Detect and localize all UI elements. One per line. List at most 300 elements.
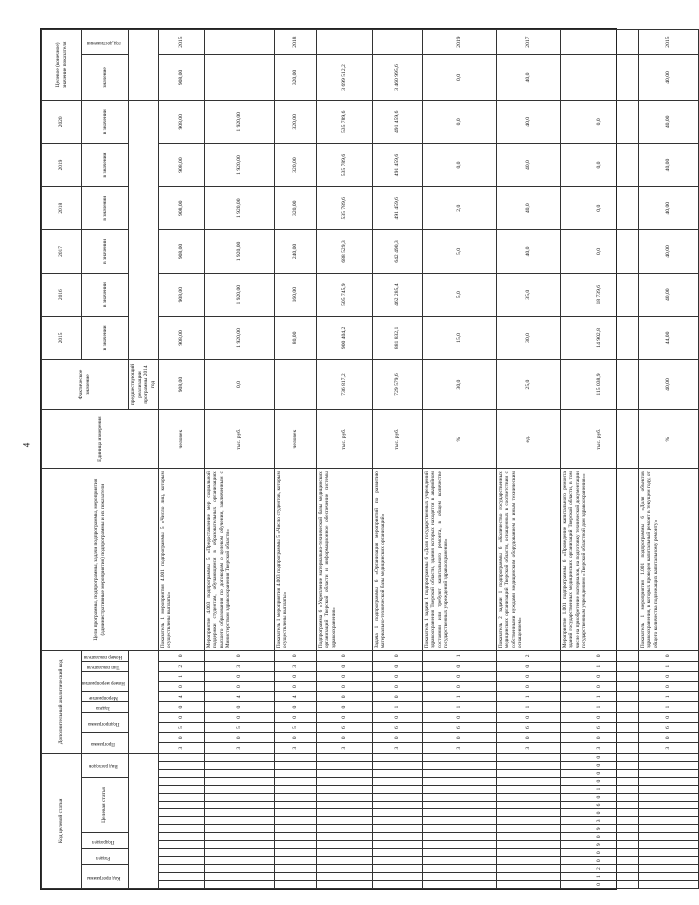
code-digit-cell: 0 — [274, 712, 316, 722]
code-digit-cell — [274, 809, 316, 817]
code-digit-cell: 0 — [316, 712, 372, 722]
code-digit-cell — [496, 865, 560, 873]
code-digit-cell: 1 — [496, 692, 560, 702]
row-value-2015: 908,00 — [158, 316, 204, 359]
code-digit-cell: 0 — [496, 671, 560, 681]
code-digit-cell — [204, 761, 274, 769]
row-unit: тыс. руб. — [316, 410, 372, 469]
row-value-2020: 1 920,00 — [204, 100, 274, 143]
header-year-2017: 2017 — [42, 230, 82, 273]
row-target-year: 2018 — [274, 30, 316, 55]
row-value-2019: 320,00 — [274, 143, 316, 186]
row-target-value: 0,0 — [422, 55, 496, 100]
row-value-2020: 0,0 — [560, 100, 638, 143]
row-value-2019: 908,00 — [158, 143, 204, 186]
code-digit-cell — [638, 801, 698, 809]
row-value-2019: 0,0 — [560, 143, 638, 186]
row-value-2016: 462 285,4 — [372, 273, 422, 316]
code-digit-cell — [372, 785, 422, 793]
row-actual-2014: 0,0 — [204, 360, 274, 410]
row-actual-2014: 30,0 — [422, 360, 496, 410]
code-digit-cell: 1 — [560, 692, 638, 702]
row-value-2017: 908,00 — [158, 230, 204, 273]
code-digit-cell: 2 — [496, 651, 560, 661]
row-description: Задача 1 подпрограммы 6 «Организация мероприятий по развитию материально-технической базы медицинских организаций» — [372, 469, 422, 651]
code-digit-cell: 9 — [560, 841, 638, 849]
code-digit-cell: 1 — [638, 692, 698, 702]
rotated-table-stage — [41, 29, 671, 889]
code-digit-cell — [638, 777, 698, 785]
code-digit-cell: 0 — [204, 702, 274, 712]
row-value-2017: 40,0 — [496, 230, 560, 273]
code-digit-cell: 0 — [204, 651, 274, 661]
code-digit-cell — [372, 825, 422, 833]
code-digit-cell: 3 — [372, 743, 422, 753]
code-digit-cell: 6 — [638, 722, 698, 732]
code-digit-cell — [372, 809, 422, 817]
code-digit-cell — [274, 873, 316, 881]
code-digit-cell: 0 — [422, 712, 496, 722]
code-digit-cell: 6 — [316, 722, 372, 732]
row-unit: человек — [158, 410, 204, 469]
row-value-2018: 0,0 — [560, 187, 638, 230]
row-target-value — [560, 55, 638, 100]
code-digit-cell — [204, 809, 274, 817]
row-value-2018: 491 459,6 — [372, 187, 422, 230]
code-digit-cell — [158, 809, 204, 817]
header-indicator-type: Тип показателя — [87, 664, 120, 670]
code-digit-cell — [274, 777, 316, 785]
code-digit-cell — [204, 825, 274, 833]
code-digit-cell: 0 — [496, 712, 560, 722]
header-goals-text: Цели программы, подпрограммы, задачи подпрограммы, мероприятия (административные мероприятия) подпрограммы и их показатели — [42, 469, 159, 651]
code-digit-cell — [204, 881, 274, 889]
code-digit-cell — [158, 865, 204, 873]
header-in-value-2017: в значении — [82, 230, 129, 273]
code-digit-cell: 4 — [158, 692, 204, 702]
code-digit-cell — [496, 793, 560, 801]
row-target-value: 40,0 — [496, 55, 560, 100]
code-digit-cell: 0 — [204, 733, 274, 743]
row-value-2015: 881 832,1 — [372, 316, 422, 359]
row-unit: ед. — [496, 410, 560, 469]
code-digit-cell: 5 — [274, 722, 316, 732]
code-digit-cell — [158, 753, 204, 761]
code-digit-cell: 0 — [560, 651, 638, 661]
code-digit-cell — [638, 817, 698, 825]
code-digit-cell — [158, 801, 204, 809]
code-digit-cell — [274, 801, 316, 809]
header-year-2015: 2015 — [42, 316, 82, 359]
header-subprogram: Подпрограмма — [87, 720, 120, 726]
code-digit-cell — [496, 881, 560, 889]
code-digit-cell — [422, 825, 496, 833]
code-digit-cell: 0 — [274, 682, 316, 692]
row-unit: тыс. руб. — [560, 410, 638, 469]
header-year-2018: 2018 — [42, 187, 82, 230]
code-digit-cell — [638, 761, 698, 769]
code-digit-cell — [204, 785, 274, 793]
code-digit-cell: 6 — [560, 722, 638, 732]
row-unit: % — [422, 410, 496, 469]
row-actual-2014: 736 817,2 — [316, 360, 372, 410]
code-digit-cell — [372, 817, 422, 825]
code-digit-cell: 3 — [560, 817, 638, 825]
code-digit-cell: 0 — [274, 733, 316, 743]
code-digit-cell: 0 — [560, 793, 638, 801]
code-digit-cell: 1 — [372, 702, 422, 712]
row-value-2018: 1 920,00 — [204, 187, 274, 230]
code-digit-cell — [422, 849, 496, 857]
row-value-2017: 0,0 — [560, 230, 638, 273]
code-digit-cell — [372, 857, 422, 865]
header-additional-code: Дополнительный аналитический код — [42, 651, 82, 754]
code-digit-cell — [274, 841, 316, 849]
code-digit-cell: 5 — [204, 722, 274, 732]
code-digit-cell: 3 — [204, 661, 274, 671]
code-digit-cell: 4 — [204, 692, 274, 702]
code-digit-cell — [422, 873, 496, 881]
code-digit-cell — [638, 793, 698, 801]
code-digit-cell — [274, 865, 316, 873]
code-digit-cell: 0 — [638, 682, 698, 692]
code-digit-cell: 0 — [560, 733, 638, 743]
row-value-2015: 1 920,00 — [204, 316, 274, 359]
code-digit-cell: 0 — [316, 651, 372, 661]
table-row — [274, 30, 316, 889]
code-digit-cell — [274, 761, 316, 769]
row-value-2019: 491 459,6 — [372, 143, 422, 186]
row-value-2020: 40,0 — [496, 100, 560, 143]
row-target-year — [316, 30, 372, 55]
row-actual-2014 — [274, 360, 316, 410]
code-digit-cell: 0 — [274, 702, 316, 712]
code-digit-cell: 0 — [560, 881, 638, 889]
code-digit-cell — [422, 761, 496, 769]
code-digit-cell — [422, 817, 496, 825]
code-digit-cell: 6 — [422, 722, 496, 732]
row-value-2017: 642 490,3 — [372, 230, 422, 273]
row-description: Мероприятие 1.001 подпрограммы 6 «Проведение капитального ремонта зданий государственных медицинских организаций Тверской области, в том числе на приобретение материалов, на подготовку технической документации государственным учреждением «Тверской областной дом здравоохранения»» — [560, 469, 638, 651]
code-digit-cell: 0 — [422, 661, 496, 671]
code-digit-cell — [372, 849, 422, 857]
row-actual-2014: 729 579,6 — [372, 360, 422, 410]
code-digit-cell: 1 — [422, 702, 496, 712]
code-digit-cell — [422, 857, 496, 865]
code-digit-cell: 1 — [158, 671, 204, 681]
header-year-reached: год достижения — [86, 40, 121, 46]
code-digit-cell — [204, 841, 274, 849]
code-digit-cell — [158, 761, 204, 769]
code-digit-cell: 6 — [496, 722, 560, 732]
row-value-2020: 535 789,6 — [316, 100, 372, 143]
table-row — [422, 30, 496, 889]
code-digit-cell: 3 — [204, 743, 274, 753]
header-in-value-2020: в значении — [82, 100, 129, 143]
code-digit-cell — [496, 841, 560, 849]
header-year-2016: 2016 — [42, 273, 82, 316]
row-target-value: 40,00 — [638, 55, 698, 100]
code-digit-cell: 0 — [560, 857, 638, 865]
page-number: 4 — [21, 442, 32, 448]
row-value-2017: 688 529,3 — [316, 230, 372, 273]
code-digit-cell — [158, 825, 204, 833]
header-event-number: Номер мероприятия — [82, 679, 125, 685]
header-target-value: Целевое (конечное) значение показателя — [42, 30, 82, 101]
code-digit-cell: 0 — [274, 671, 316, 681]
code-digit-cell — [158, 785, 204, 793]
code-digit-cell: 0 — [560, 671, 638, 681]
code-digit-cell: 1 — [560, 702, 638, 712]
code-digit-cell — [158, 817, 204, 825]
header-target-article: Целевая статья — [101, 787, 108, 823]
code-digit-cell: 2 — [158, 661, 204, 671]
code-digit-cell — [316, 777, 372, 785]
code-digit-cell: 0 — [372, 671, 422, 681]
code-digit-cell — [274, 833, 316, 841]
code-digit-cell — [638, 857, 698, 865]
code-digit-cell: 0 — [372, 712, 422, 722]
code-digit-cell — [496, 809, 560, 817]
row-value-2017: 40,00 — [638, 230, 698, 273]
header-actual-sub: предшествующий реализации программы 2014 год — [128, 360, 158, 410]
code-digit-cell: 1 — [560, 873, 638, 881]
code-digit-cell — [422, 785, 496, 793]
code-digit-cell: 6 — [372, 722, 422, 732]
code-digit-cell: 5 — [158, 722, 204, 732]
row-value-2019: 1 920,00 — [204, 143, 274, 186]
code-digit-cell — [422, 809, 496, 817]
row-value-2018: 40,00 — [638, 187, 698, 230]
header-expense-type: Вид расходов — [89, 763, 118, 769]
code-digit-cell — [496, 825, 560, 833]
code-digit-cell — [274, 849, 316, 857]
code-digit-cell — [274, 817, 316, 825]
code-digit-cell — [422, 753, 496, 761]
row-target-year — [372, 30, 422, 55]
code-digit-cell — [274, 793, 316, 801]
code-digit-cell: 3 — [158, 743, 204, 753]
code-digit-cell — [496, 801, 560, 809]
row-value-2016: 505 745,9 — [316, 273, 372, 316]
row-unit: человек — [274, 410, 316, 469]
code-digit-cell — [204, 817, 274, 825]
code-digit-cell: 0 — [560, 769, 638, 777]
code-digit-cell: 0 — [316, 661, 372, 671]
code-digit-cell: 0 — [204, 671, 274, 681]
code-digit-cell — [638, 825, 698, 833]
row-value-2020: 320,00 — [274, 100, 316, 143]
code-digit-cell — [638, 753, 698, 761]
code-digit-cell: 0 — [274, 651, 316, 661]
row-value-2016: 18 739,6 — [560, 273, 638, 316]
code-digit-cell: 6 — [560, 801, 638, 809]
code-digit-cell — [422, 801, 496, 809]
code-digit-cell: 0 — [316, 702, 372, 712]
code-digit-cell — [316, 825, 372, 833]
code-digit-cell — [638, 865, 698, 873]
code-digit-cell — [496, 873, 560, 881]
code-digit-cell — [158, 873, 204, 881]
code-digit-cell — [638, 849, 698, 857]
code-digit-cell: 0 — [158, 682, 204, 692]
code-digit-cell: 0 — [158, 712, 204, 722]
code-digit-cell — [638, 833, 698, 841]
code-digit-cell: 3 — [422, 743, 496, 753]
code-digit-cell: 1 — [638, 661, 698, 671]
code-digit-cell: 0 — [158, 702, 204, 712]
row-value-2019: 535 789,6 — [316, 143, 372, 186]
code-digit-cell — [372, 769, 422, 777]
code-digit-cell: 1 — [560, 661, 638, 671]
table-row — [204, 30, 274, 889]
code-digit-cell: 0 — [372, 692, 422, 702]
code-digit-cell — [316, 761, 372, 769]
row-value-2015: 14 902,8 — [560, 316, 638, 359]
row-target-year: 2019 — [422, 30, 496, 55]
row-value-2015: 900 404,2 — [316, 316, 372, 359]
code-digit-cell: 0 — [316, 692, 372, 702]
code-digit-cell — [316, 881, 372, 889]
header-program: Программа — [91, 741, 116, 747]
row-value-2017: 5,0 — [422, 230, 496, 273]
code-digit-cell: 4 — [274, 692, 316, 702]
row-value-2016: 5,0 — [422, 273, 496, 316]
code-digit-cell — [158, 841, 204, 849]
code-digit-cell — [316, 801, 372, 809]
code-digit-cell — [274, 881, 316, 889]
row-target-year: 2015 — [638, 30, 698, 55]
code-digit-cell — [638, 769, 698, 777]
row-value-2015: 44,00 — [638, 316, 698, 359]
code-digit-cell: 3 — [638, 743, 698, 753]
code-digit-cell: 0 — [560, 833, 638, 841]
code-digit-cell: 0 — [372, 661, 422, 671]
code-digit-cell — [158, 849, 204, 857]
code-digit-cell — [422, 881, 496, 889]
code-digit-cell — [204, 865, 274, 873]
row-value-2016: 1 920,00 — [204, 273, 274, 316]
code-digit-cell: 0 — [422, 671, 496, 681]
code-digit-cell: 0 — [638, 712, 698, 722]
code-digit-cell — [204, 849, 274, 857]
code-digit-cell: 1 — [560, 785, 638, 793]
code-digit-cell — [638, 809, 698, 817]
header-year-2020: 2020 — [42, 100, 82, 143]
code-digit-cell: 0 — [422, 733, 496, 743]
code-digit-cell — [372, 833, 422, 841]
code-digit-cell — [496, 857, 560, 865]
code-digit-cell: 0 — [560, 849, 638, 857]
code-digit-cell: 0 — [204, 682, 274, 692]
row-target-year: 2015 — [158, 30, 204, 55]
row-value-2020: 491 459,6 — [372, 100, 422, 143]
row-value-2019: 0,0 — [422, 143, 496, 186]
code-digit-cell — [496, 777, 560, 785]
code-digit-cell — [316, 793, 372, 801]
code-digit-cell: 0 — [638, 651, 698, 661]
row-value-2018: 908,00 — [158, 187, 204, 230]
code-digit-cell — [204, 769, 274, 777]
code-digit-cell — [158, 881, 204, 889]
header-program-code: Код программы — [86, 874, 121, 880]
code-digit-cell: 2 — [560, 865, 638, 873]
header-actual-value: Фактическое значение — [42, 360, 129, 410]
code-digit-cell — [372, 801, 422, 809]
code-digit-cell — [496, 817, 560, 825]
code-digit-cell: 1 — [638, 702, 698, 712]
code-digit-cell — [158, 769, 204, 777]
code-digit-cell — [638, 785, 698, 793]
header-in-value-2016: в значении — [82, 273, 129, 316]
table-row — [158, 30, 204, 889]
code-digit-cell — [316, 769, 372, 777]
code-digit-cell: 0 — [204, 712, 274, 722]
code-digit-cell — [372, 873, 422, 881]
program-indicators-table — [41, 29, 699, 889]
row-value-2015: 80,00 — [274, 316, 316, 359]
code-digit-cell: 3 — [274, 661, 316, 671]
code-digit-cell — [496, 769, 560, 777]
code-digit-cell — [316, 857, 372, 865]
row-value-2020: 908,00 — [158, 100, 204, 143]
row-target-value — [204, 55, 274, 100]
code-digit-cell — [274, 857, 316, 865]
row-value-2016: 160,00 — [274, 273, 316, 316]
code-digit-cell — [204, 833, 274, 841]
code-digit-cell — [496, 753, 560, 761]
code-digit-cell — [204, 873, 274, 881]
code-digit-cell — [316, 785, 372, 793]
row-description: Показатель 1 мероприятия 4.003 подпрограммы 5 «Число студентов, которым осуществлены выплаты» — [274, 469, 316, 651]
row-target-year — [204, 30, 274, 55]
row-description: Показатель 1 задачи 1 подпрограммы 6 «Доля государственных учреждений здравоохранения Тверской области, здания которых находятся в аварийном состоянии или требуют капитального ремонта, в общем количестве государственных учреждений здравоохранения» — [422, 469, 496, 651]
row-value-2018: 2,0 — [422, 187, 496, 230]
code-digit-cell — [496, 761, 560, 769]
row-description: Показатель 1 мероприятия 1.001 подпрограммы 6 «Доля объектов здравоохранения, в которых проведен капитальный ремонт в текущем году, от общего количества подлежащих капитальному ремонту» — [638, 469, 698, 651]
code-digit-cell — [316, 849, 372, 857]
table-row — [496, 30, 560, 889]
row-actual-2014: 25,0 — [496, 360, 560, 410]
code-digit-cell — [372, 881, 422, 889]
header-event: Мероприятие — [89, 695, 118, 700]
table-row — [560, 30, 638, 889]
header-value: значение — [82, 55, 129, 100]
code-digit-cell — [158, 857, 204, 865]
code-digit-cell — [316, 753, 372, 761]
code-digit-cell: 3 — [496, 743, 560, 753]
header-task: Задача — [96, 705, 111, 711]
code-digit-cell: 0 — [316, 733, 372, 743]
row-target-year — [560, 30, 638, 55]
code-digit-cell — [316, 841, 372, 849]
code-digit-cell: 0 — [316, 671, 372, 681]
header-classification-code: Код целевой статьи — [42, 753, 82, 888]
code-digit-cell — [422, 865, 496, 873]
code-digit-cell — [422, 833, 496, 841]
header-indicator-number: Номер показателя — [84, 653, 123, 659]
row-actual-2014: 40,00 — [638, 360, 698, 410]
code-digit-cell — [638, 841, 698, 849]
row-value-2018: 535 789,6 — [316, 187, 372, 230]
table-row — [372, 30, 422, 889]
code-digit-cell: 1 — [422, 692, 496, 702]
code-digit-cell: 0 — [372, 733, 422, 743]
table-row — [316, 30, 372, 889]
header-subsection: Подраздел — [92, 838, 115, 844]
code-digit-cell: 0 — [560, 777, 638, 785]
code-digit-cell: 0 — [638, 733, 698, 743]
